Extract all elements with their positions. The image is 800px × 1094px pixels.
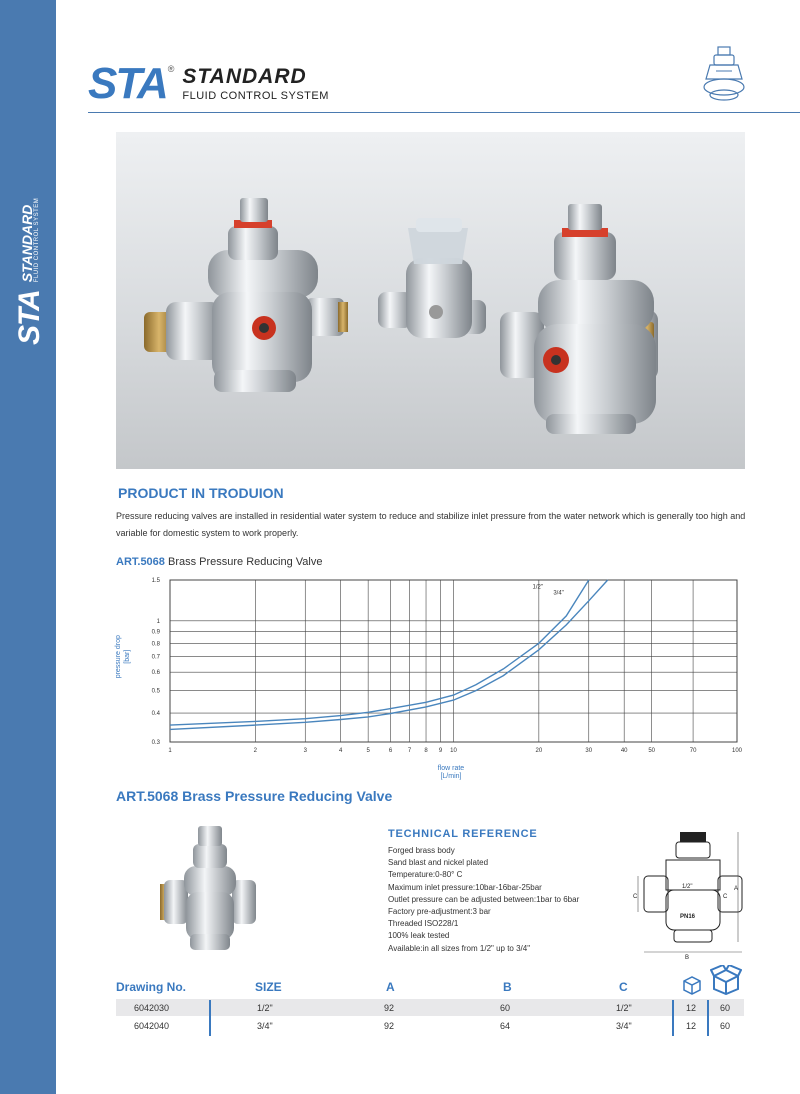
- row1-inner-qty: 12: [686, 1003, 697, 1013]
- row1-size: 1/2": [257, 1003, 273, 1013]
- diagram-size-label: 1/2": [682, 884, 693, 890]
- chart-title: [116, 556, 322, 568]
- diagram-pn-label: PN16: [680, 914, 696, 920]
- x-axis-unit: [L/min]: [440, 773, 462, 780]
- x-tick-label: 30: [585, 748, 593, 754]
- y-axis-unit: [bar]: [124, 649, 131, 664]
- logo-subtitle: FLUID CONTROL SYSTEM: [182, 90, 329, 102]
- row2-outer-qty: 60: [720, 1021, 731, 1031]
- chart-title-desc: Brass Pressure Reducing Valve: [164, 556, 323, 568]
- row1-b: 60: [500, 1003, 511, 1013]
- x-tick-label: 100: [731, 748, 743, 754]
- col-head-c: C: [619, 980, 628, 994]
- x-tick-label: 1: [168, 748, 172, 754]
- x-tick-label: 70: [689, 748, 697, 754]
- intro-text: Pressure reducing valves are installed in residential water system to reduce and stabilize inlet pressure from the water network which is generally too high and variable for domestic system to work properly.: [116, 511, 746, 538]
- y-tick-label: 1: [156, 618, 160, 625]
- spec-item: Factory pre-adjustment:3 bar: [388, 907, 491, 917]
- table-divider: [672, 1000, 674, 1036]
- spec-item: Maximum inlet pressure:10bar-16bar-25bar: [388, 882, 542, 892]
- col-head-size: SIZE: [255, 980, 282, 994]
- outer-carton-icon: [710, 965, 742, 995]
- y-tick-label: 0.6: [151, 670, 160, 677]
- row1-drawing: 6042030: [134, 1003, 170, 1013]
- col-head-b: B: [503, 980, 512, 994]
- x-tick-label: 2: [253, 748, 258, 754]
- col-head-drawing: Drawing No.: [116, 980, 187, 994]
- y-tick-label: 0.9: [151, 629, 160, 636]
- row2-b: 64: [500, 1021, 511, 1031]
- y-axis-label: pressure drop: [115, 635, 122, 679]
- series-line: [170, 580, 589, 725]
- y-tick-label: 0.8: [151, 641, 160, 648]
- x-tick-label: 5: [366, 748, 370, 754]
- x-tick-label: 8: [424, 748, 428, 754]
- row2-inner-qty: 12: [686, 1021, 697, 1031]
- valve-line-art-icon: [700, 45, 748, 105]
- row2-drawing: 6042040: [134, 1021, 170, 1031]
- logo-standard: STANDARD: [182, 65, 307, 88]
- spec-item: Sand blast and nickel plated: [388, 858, 489, 868]
- y-tick-label: 0.7: [151, 654, 160, 661]
- diagram-a-label: A: [734, 886, 739, 892]
- y-tick-label: 0.5: [151, 688, 160, 695]
- row2-size: 3/4": [257, 1021, 273, 1031]
- x-tick-label: 9: [438, 748, 443, 754]
- x-tick-label: 7: [407, 748, 412, 754]
- x-tick-label: 20: [535, 748, 543, 754]
- chart-title-art: ART.5068: [116, 556, 165, 568]
- sidebar-logo-subtitle: FLUID CONTROL SYSTEM: [34, 197, 40, 283]
- sidebar-logo-sta: STA: [13, 290, 46, 345]
- x-tick-label: 40: [620, 748, 628, 754]
- header-logo: [88, 59, 329, 108]
- pressure-drop-chart: [110, 572, 750, 784]
- logo-registered-mark: ®: [167, 64, 175, 74]
- inner-box-icon: [681, 973, 703, 995]
- y-tick-label: 0.4: [151, 711, 160, 718]
- product-title: ART.5068 Brass Pressure Reducing Valve: [116, 788, 393, 804]
- header-rule: [88, 112, 800, 113]
- y-tick-label: 0.3: [151, 740, 160, 746]
- left-sidebar: [0, 0, 56, 1094]
- row1-a: 92: [384, 1003, 395, 1013]
- valve-photo: [160, 822, 260, 957]
- table-divider: [707, 1000, 709, 1036]
- sidebar-logo-standard: STANDARD: [19, 204, 35, 283]
- spec-item: Threaded ISO228/1: [388, 919, 459, 929]
- spec-item: Temperature:0-80° C: [388, 870, 463, 880]
- diagram-b-label: B: [685, 955, 690, 960]
- product-photo: [116, 132, 745, 469]
- row1-outer-qty: 60: [720, 1003, 731, 1013]
- intro-title: PRODUCT IN TRODUION: [118, 485, 284, 501]
- series-label: 3/4": [553, 590, 564, 597]
- col-head-a: A: [386, 980, 395, 994]
- x-tick-label: 50: [648, 748, 656, 754]
- spec-item: 100% leak tested: [388, 931, 450, 941]
- sidebar-logo: [10, 185, 50, 345]
- series-label: 1/2": [532, 584, 544, 591]
- x-axis-label: flow rate: [437, 765, 465, 772]
- spec-item: Outlet pressure can be adjusted between:1bar to 6bar: [388, 894, 580, 904]
- y-tick-label: 1.5: [151, 578, 160, 584]
- x-tick-label: 6: [388, 748, 393, 754]
- table-divider: [209, 1000, 211, 1036]
- logo-sta: STA: [88, 59, 167, 108]
- x-tick-label: 4: [339, 748, 343, 754]
- diagram-c-left-label: C: [633, 894, 638, 900]
- spec-item: Available:in all sizes from 1/2" up to 3/4": [388, 943, 531, 953]
- series-line: [170, 580, 608, 729]
- dimension-diagram: [630, 830, 745, 960]
- tech-reference-title: TECHNICAL REFERENCE: [388, 828, 538, 840]
- spec-item: Forged brass body: [388, 846, 455, 855]
- x-tick-label: 10: [450, 748, 457, 754]
- tech-spec-list: [388, 845, 579, 955]
- valve-products-image: [116, 132, 745, 469]
- diagram-c-right-label: C: [723, 894, 728, 900]
- row2-c: 3/4": [616, 1021, 632, 1031]
- x-tick-label: 3: [303, 748, 307, 754]
- row1-c: 1/2": [616, 1003, 632, 1013]
- row2-a: 92: [384, 1021, 395, 1031]
